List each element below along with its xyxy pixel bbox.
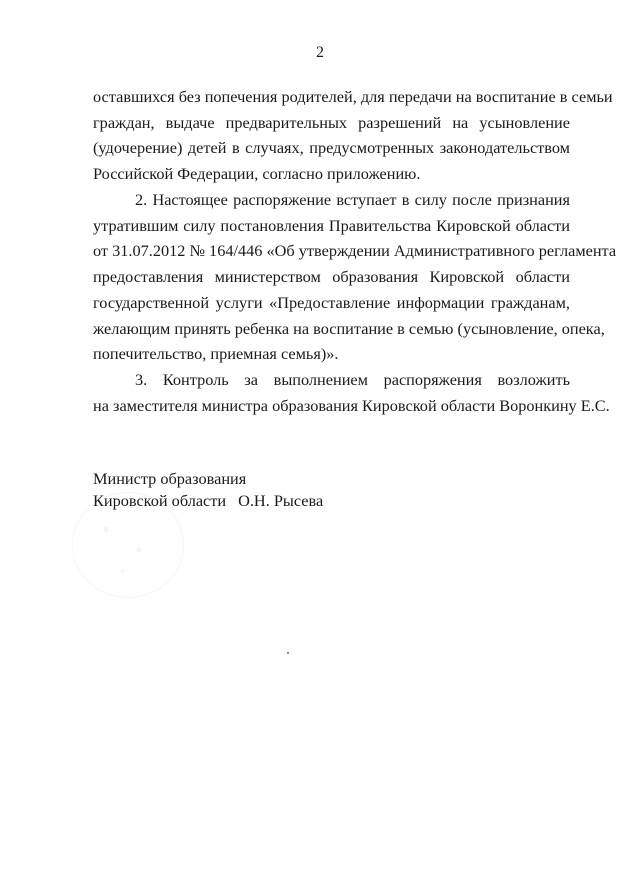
- paragraph-line: попечительство, приемная семья)».: [93, 344, 339, 364]
- signatory-region: Кировской области: [93, 491, 227, 510]
- signatory-position: Министр образования: [93, 469, 247, 488]
- paragraph-line: 3. Контроль за выполнением распоряжения возложить: [135, 370, 570, 389]
- signatory-name: О.Н. Рысева: [238, 491, 324, 510]
- paragraph-line: Российской Федерации, согласно приложению.: [93, 164, 421, 184]
- paragraph-3: [93, 367, 610, 418]
- paragraph-line: оставшихся без попечения родителей, для передачи на воспитание в семьи: [93, 87, 613, 106]
- signature-block: [93, 468, 323, 512]
- paragraph-line: предоставления министерством образования Кировской области: [93, 267, 570, 287]
- paragraph-line: 2. Настоящее распоряжение вступает в силу после признания: [135, 190, 570, 209]
- paragraph-2: [93, 187, 617, 367]
- paragraph-line: желающим принять ребенка на воспитание в семью (усыновление, опека,: [93, 318, 605, 338]
- paragraph-line: государственной услуги «Предоставление информации гражданам,: [93, 292, 570, 312]
- page-number: 2: [316, 44, 324, 61]
- scan-speck: [287, 652, 289, 654]
- paragraph-line: на заместителя министра образования Кировской области Воронкину Е.С.: [93, 395, 610, 415]
- signatory-region-line: [93, 490, 323, 512]
- paragraph-line: граждан, выдаче предварительных разрешений на усыновление: [93, 112, 570, 132]
- paragraph-line: утратившим силу постановления Правительства Кировской области: [93, 215, 570, 235]
- paragraph-line: от 31.07.2012 № 164/446 «Об утверждении Административного регламента: [93, 241, 617, 261]
- paragraph-line: (удочерение) детей в случаях, предусмотренных законодательством: [93, 138, 570, 158]
- paragraph-1: [93, 84, 613, 187]
